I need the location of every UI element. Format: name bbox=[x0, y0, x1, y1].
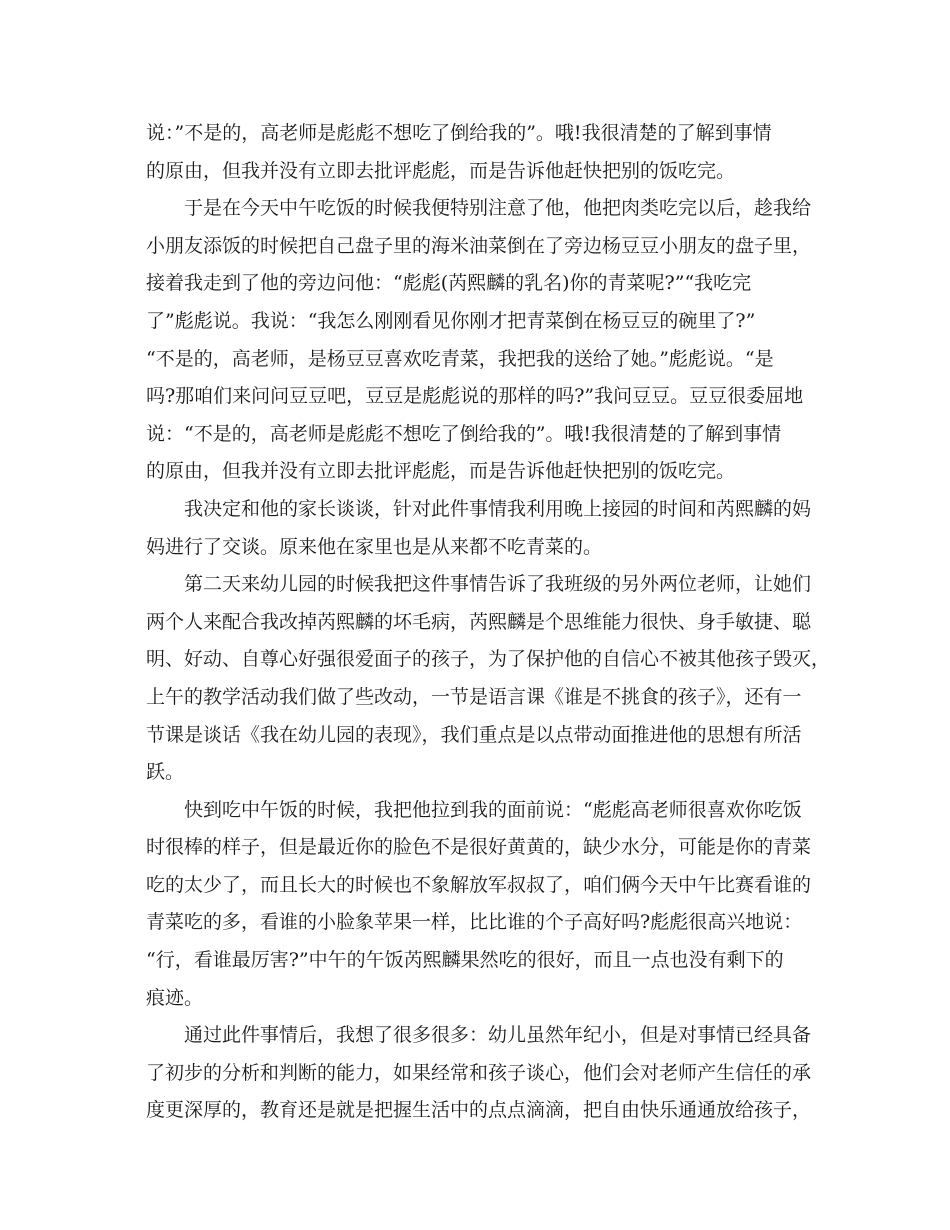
text-line: 痕迹。 bbox=[146, 986, 204, 1009]
text-line: 说：“不是的，高老师是彪彪不想吃了倒给我的”。哦!我很清楚的了解到事情 bbox=[146, 422, 782, 445]
text-line: 我决定和他的家长谈谈，针对此件事情我利用晚上接园的时间和芮熙麟的妈 bbox=[146, 497, 812, 520]
text-line: 两个人来配合我改掉芮熙麟的坏毛病，芮熙麟是个思维能力很快、身手敏捷、聪 bbox=[146, 610, 812, 633]
text-line: 于是在今天中午吃饭的时候我便特别注意了他，他把肉类吃完以后，趁我给 bbox=[146, 197, 812, 220]
text-line: 了初步的分析和判断的能力，如果经常和孩子谈心，他们会对老师产生信任的承 bbox=[146, 1061, 812, 1084]
text-line: 说：”不是的，高老师是彪彪不想吃了倒给我的”。哦!我很清楚的了解到事情 bbox=[146, 122, 772, 144]
text-line: 节课是谈话《我在幼儿园的表现》，我们重点是以点带动面推进他的思想有所活 bbox=[146, 723, 802, 746]
text-line: 跃。 bbox=[146, 761, 185, 784]
text-line: 妈进行了交谈。原来他在家里也是从来都不吃青菜的。 bbox=[146, 535, 603, 558]
text-line: 第二天来幼儿园的时候我把这件事情告诉了我班级的另外两位老师，让她们 bbox=[146, 573, 812, 596]
text-line: 上午的教学活动我们做了些改动，一节是语言课《谁是不挑食的孩子》，还有一 bbox=[146, 685, 802, 708]
text-line: 青菜吃的多，看谁的小脸象苹果一样，比比谁的个子高好吗?彪彪很高兴地说： bbox=[146, 911, 803, 934]
text-line: 的原由，但我并没有立即去批评彪彪，而是告诉他赶快把别的饭吃完。 bbox=[146, 460, 736, 483]
text-line: 吃的太少了，而且长大的时候也不象解放军叔叔了，咱们俩今天中午比赛看谁的 bbox=[146, 873, 812, 896]
text-line: “行，看谁最厉害?”中午的午饭芮熙麟果然吃的很好，而且一点也没有剩下的 bbox=[146, 949, 784, 972]
text-line: 度更深厚的，教育还是就是把握生活中的点点滴滴，把自由快乐通通放给孩子， bbox=[146, 1099, 812, 1122]
text-line: 小朋友添饭的时候把自己盘子里的海米油菜倒在了旁边杨豆豆小朋友的盘子里， bbox=[146, 234, 812, 257]
text-line: “不是的，高老师，是杨豆豆喜欢吃青菜，我把我的送给了她。”彪彪说。“是 bbox=[146, 347, 774, 370]
text-line: 的原由，但我并没有立即去批评彪彪，而是告诉他赶快把别的饭吃完。 bbox=[146, 159, 736, 182]
text-line: 明、好动、自尊心好强很爱面子的孩子，为了保护他的自信心不被其他孩子毁灭， bbox=[146, 648, 831, 671]
text-line: 时很棒的样子，但是最近你的脸色不是很好黄黄的，缺少水分，可能是你的青菜 bbox=[146, 836, 812, 859]
text-line: 了”彪彪说。我说：“我怎么刚刚看见你刚才把青菜倒在杨豆豆的碗里了?” bbox=[146, 309, 756, 332]
text-line: 吗?那咱们来问问豆豆吧，豆豆是彪彪说的那样的吗?”我问豆豆。豆豆很委屈地 bbox=[146, 385, 804, 408]
text-line: 通过此件事情后，我想了很多很多：幼儿虽然年纪小，但是对事情已经具备 bbox=[146, 1024, 812, 1047]
document-body bbox=[146, 115, 831, 1130]
text-line: 快到吃中午饭的时候，我把他拉到我的面前说：“彪彪高老师很喜欢你吃饭 bbox=[146, 798, 802, 821]
text-line: 接着我走到了他的旁边问他：“彪彪(芮熙麟的乳名)你的青菜呢?”“我吃完 bbox=[146, 272, 752, 295]
